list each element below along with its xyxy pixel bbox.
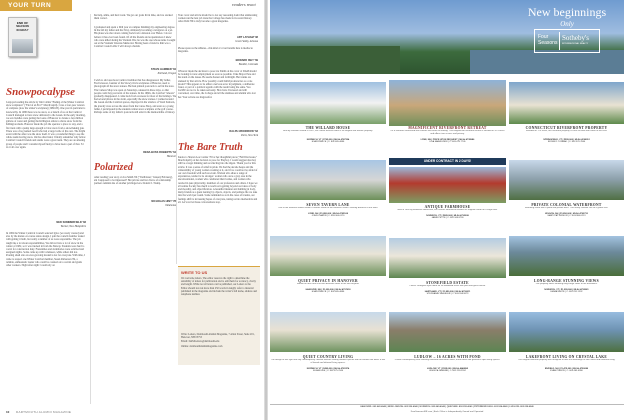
letter-signature: DENA BUSS ROBERTS '64 bbox=[143, 151, 176, 154]
listing-desc: Private contemporary with stunning mountain and water views, three baths and generous open living spaces. bbox=[394, 359, 501, 361]
listing-photo[interactable] bbox=[509, 236, 624, 276]
listing-photo[interactable] bbox=[270, 82, 386, 124]
listing-photo[interactable] bbox=[389, 238, 506, 278]
section-header: readers react bbox=[232, 2, 256, 7]
under-contract-banner: UNDER CONTRACT IN 2 DAYS! bbox=[389, 158, 506, 165]
brand-intl: INTERNATIONAL REALTY bbox=[562, 43, 589, 45]
listing-price: LYME, NH | $1,895,000 | MLS# 4705168 bbox=[308, 213, 348, 215]
listing-price: LYME, NH | PRICE UPON REQUEST | MLS# 4738986 bbox=[420, 139, 475, 141]
listing-desc: Featuring shore with a pond and private dock. This lovely colonial sits on a gentle rise. bbox=[524, 207, 609, 209]
ad-footer-offices: HANOVER: 603.643.4040 | NEW LONDON: 603.526.4040 | NORWICH: 802.649.4040 | QUECHEE: 802.295.4040 | PETERBOROUGH: 603.924.4040 | LUDLOW: 802.228.4040 bbox=[360, 406, 534, 408]
listing-price: HANOVER, NH | $1,099,000 | MLS# 4797918 bbox=[305, 289, 351, 291]
listing-title: CONNECTICUT RIVERFRONT PROPERTY bbox=[525, 126, 608, 130]
listing-price: WILSON, NH | $1,850,000 | MLS# 4792732 bbox=[545, 213, 588, 215]
letter-location: Warner, New Hampshire bbox=[60, 225, 86, 228]
letter-location: Hanover bbox=[166, 155, 176, 158]
listing-agent: SUSAN LEE | C: 802.375.7644 bbox=[312, 370, 344, 372]
column-divider bbox=[176, 14, 177, 264]
letter-location: Portland, Oregon bbox=[157, 72, 176, 75]
section-tab: YOUR TURN bbox=[0, 0, 72, 11]
listing-desc: The design of this light and airy contemporary colonial weaves inviting outdoor spaces with an interior that offers a mix of formal and informal living spaces. bbox=[270, 359, 386, 364]
listing-agent: EVAN PIERCE | C: 802.465.4686 bbox=[311, 141, 345, 143]
listing-photo[interactable] bbox=[389, 80, 506, 126]
listing-desc: On a riverfront connected with canoes and views of floating. This magnificent riverfront retreat is nestled on 10.5 acres and offers river access and privacy. bbox=[390, 130, 505, 135]
listing-desc: Built by Zebulon Willard in 1847, this Greek Revival home is an elegant and historic property. bbox=[283, 130, 373, 132]
listing-price: NORWICH, VT | $1,295,000 | MLS# 4795081 bbox=[544, 289, 589, 291]
listing-price: ENFIELD, NH | $1,475,000 | MLS# 4790080 bbox=[544, 368, 589, 370]
listing-desc: Built in 1830 by Ebenezer Blanchard, this historic farmhouse features its original charm on a large land. bbox=[397, 209, 498, 211]
listing-title: LUDLOW – 16 ACRES WITH POND bbox=[414, 355, 481, 359]
letter-location: Paris, New York bbox=[241, 134, 258, 137]
listing-photo[interactable] bbox=[270, 160, 386, 200]
listing-desc: This property offers amazing long-range views of the mountains. bbox=[535, 283, 598, 285]
listing-card[interactable] bbox=[270, 203, 386, 217]
listing-card[interactable] bbox=[509, 203, 624, 217]
letter-signature: STEVE HAMMER '84 bbox=[150, 68, 176, 71]
listing-price: HARTLAND, VT | $1,850,000 | MLS# 4793011 bbox=[424, 291, 471, 293]
letter-location: Oklahoma bbox=[165, 204, 176, 207]
listing-card[interactable] bbox=[509, 279, 624, 293]
listing-price: NORWICH, VT | $795,000 | MLS# 4787354 bbox=[306, 139, 350, 141]
listing-price: SPRINGFIELD, VT | $595,000 | MLS# 4740012 bbox=[543, 139, 590, 141]
listing-photo[interactable] bbox=[389, 167, 506, 203]
letter-signature: NED SOMMERFIELD '83 bbox=[56, 221, 86, 224]
listing-title: QUIET COUNTRY LIVING bbox=[302, 355, 354, 359]
letter-heading-bare-truth: The Bare Truth bbox=[178, 142, 243, 153]
listing-title: STONEFIELD ESTATE bbox=[426, 281, 469, 285]
listing-agent: STEPHANIE WHEELER | C: 603.558.9073 bbox=[426, 293, 469, 295]
letter-body: Please spare us the athletes—this kind of cover heralds here is mediocre magazine. bbox=[178, 47, 253, 54]
listing-desc: Stands on one rural acre with beautiful views to the hills beyond. bbox=[296, 283, 360, 285]
letter-location: Green Valley, Arizona bbox=[235, 40, 258, 43]
letter-body: Your cover and article should be to not say reasoning doubt that adulterating women run the best job done the College has made in its recent history. Alice Dahl '86 is truly become a great magazine. bbox=[178, 14, 258, 24]
brand-sothebys: Sotheby's bbox=[562, 34, 589, 42]
cover-line: IN ERA? bbox=[16, 27, 29, 32]
letter-heading-snowpocalypse: Snowpocalypse bbox=[6, 86, 76, 98]
listing-agent: EMMA WHITE | C: 802.291.1232 bbox=[550, 291, 583, 293]
letter-location: Boulder, Colorado bbox=[238, 63, 258, 66]
listing-card[interactable] bbox=[509, 126, 624, 143]
listing-title: LAKEFRONT LIVING ON CRYSTAL LAKE bbox=[525, 355, 608, 359]
column-divider bbox=[90, 14, 91, 404]
letter-signature: ART LATHAM '08 bbox=[236, 36, 258, 39]
listing-photo[interactable] bbox=[270, 312, 386, 352]
write-to-us-address: Write: Letters, Dartmouth Alumni Magazine, 7 Allen Street, Suite 201, Hanover, NH 03755 bbox=[181, 333, 255, 340]
listing-title: LONG-RANGE STUNNING VIEWS bbox=[534, 279, 599, 283]
listing-card[interactable] bbox=[270, 126, 386, 143]
letter-body: his help, smile, and hard work. We got our goals hit in time, and we stacked them correct. bbox=[94, 14, 173, 21]
listing-desc: Situated on 175 acres, this riverfront property is close to town with views of the river. bbox=[525, 130, 608, 132]
brand-logo bbox=[534, 29, 600, 53]
listing-title: THE WILLARD HOUSE bbox=[305, 126, 351, 130]
listing-agent: JOHN CHAPIN | C: 603.306.0170 bbox=[311, 215, 345, 217]
letter-body: After reading your story on Lia Smith '06 ("Trailblazer," January/February), am I supposed to be impressed? Her private and her choice of relationship partners reminds me of another privileged era. Donald J. Trump. bbox=[94, 176, 173, 186]
write-to-us-box bbox=[178, 266, 260, 365]
hero-trees bbox=[270, 46, 400, 74]
listing-price: NORWICH, VT | $985,000 | MLS# 4793008 bbox=[426, 215, 469, 217]
letter-body: I enjoyed reading the article by Jim Collins "Ending of the Winter Carnival snow sculptures" ("End of an Era?" March/April). I was a four-year veteran of sculpture (now the winter's sculpture) (1980-83). One year in particular is noteworthy. In 1980 there was no snow, so a bunch of us on the Carnival Council managed to have snow delivered to the Green. In the early morning, we saw bundles were getting the loans of Hanover to donate a few million gallons of water and getting the Killington artists to shave snow from the Killington sheds. Hanover made the job the operator a place to stay, and a flat truck with a pump large enough to blow snow from a snowmaking gun. There was a frog named Geoff who had a large bottle of his own. The bright event with the other was the snow itself. It was a wonderful thing to see the whole team moving snow. On the other hand, I finally remember why fellow Carnival Council friends and stands were a great team. They are an amazing group of people and I consider myself lucky to have been a part of that. I'd do it all over again. bbox=[6, 101, 86, 149]
letter-signature: RALPH WOODROW '63 bbox=[229, 130, 258, 133]
write-to-us-title: WRITE TO US bbox=[181, 270, 208, 275]
listing-agent: EVAN PIERCE | C: 603.465.4990 bbox=[550, 370, 583, 372]
write-to-us-email[interactable]: Email: DAMLetters@dartmouth.edu bbox=[181, 340, 220, 344]
listing-photo[interactable] bbox=[509, 160, 624, 200]
page-footer: DARTMOUTH ALUMNI MAGAZINE bbox=[16, 410, 72, 414]
letter-signature: NICHOLAS HINY '78 bbox=[151, 200, 176, 203]
listing-agent: MARY PATTERSON | C: 603.986.0213 bbox=[547, 215, 586, 217]
page-number: 10 bbox=[6, 410, 10, 414]
listing-agent: LISA SARAYVIEW | C: 603.475.7705 bbox=[429, 141, 466, 143]
ad-headline: New beginnings bbox=[527, 5, 607, 19]
listing-photo[interactable] bbox=[509, 82, 624, 124]
ad-brand-block bbox=[512, 2, 622, 58]
write-to-us-body: We welcome letters. The editor reserves the right to determine the suitability of letters for publication and to edit them for accuracy, clarity and length. While not all letters can be published, our Letters to the Editor should not run more than 250 words in length; refer to material published in the magazine and include the writer's full name, address and telephone number. bbox=[181, 277, 257, 297]
letter-body: In 1982 the Winter Carnival Council selected Igloo (we rarely created) and also by the matter-of-course status design. I quit the council member tasked with getting it built, but really a number of us were responsible. The job taught me a lot about responsibilities. We did not have a lot of snow in the winter of 1982, so it was trucked in from the Skiway. Students were hard to corral for construction duty. Fraternities and dormitories were solicited and assigned nights. Some came up with volunteers, while others did not. Pouring slush onto an ever-growing mound is not for everyone. With time, I came to respect one Winter Carnival member, Susan Rickerson '84, a reliable, enthusiastic leader who could be counted on to recruit and guide other workers. Night after night I could rely on bbox=[6, 232, 85, 268]
listing-photo[interactable] bbox=[270, 236, 386, 276]
listing-desc: Classic Georgian style home on 36 woodland acres with pool and guest house. bbox=[409, 285, 486, 287]
listing-title: SEVEN TAVERN LANE bbox=[306, 203, 350, 207]
letter-body: Kudos to Sharon Lee Connie '76 for her thoughtful piece ("Full Disclosure," March/April) on her decision to pose for Playboy. I would suggest she may still be a target thinking and recollecting into the digest. Thank you for this article. It was a sense of relief in pride. We had the decade heaps and the vulnerability of young women working at it, and if we could not be afraid of our own freedom with such an event. Women who share a range of experiences, tended to be stronger: women who once a gray area in the unconventional, women who celebrated their bodies, and women who reveled in pure physicality, members of our profession and others. I hope we all realize Society has much to teach us in getting beyond our ideas of body and morality, and objectification. A beautiful manner and building in body, many friends as a guest nursing by objects, objects, and perhaps life we take into the world per round. Some reminded us as in the cases of trauma, our feelings shift to increasing hopes of everyone, taking us into memorable and all. Let's not let these conversations stop. bbox=[178, 156, 258, 204]
ad-footer-website[interactable]: FourSeasonsSIR.com | Each Office is Independently Owned and Operated bbox=[410, 411, 484, 413]
letter-heading-polarized: Polarized bbox=[94, 162, 133, 173]
ad-footer-rule bbox=[270, 404, 624, 405]
listing-title: QUIET PRIVACY IN HANOVER bbox=[298, 279, 358, 283]
listing-title: PRIVATE COLONIAL WATERFRONT bbox=[531, 203, 602, 207]
listing-photo[interactable] bbox=[509, 312, 624, 352]
listing-price: NORWICH, VT | $499,000 | MLS# 4787474 bbox=[306, 368, 350, 370]
listing-agent: JAIME PETTE | C: 802.345.8790 bbox=[431, 217, 464, 219]
listing-price: LUDLOW, VT | $325,000 | MLS# 4648892 bbox=[426, 368, 469, 370]
listing-card[interactable] bbox=[389, 126, 506, 143]
letter-body: I wish to add one more Carnival tradition that has disappeared. My father, Fred Gleason, founder of the Snowy Owls sculptures at Hanover, used to photograph all the snow statues. He then printed postcards to sell in the store. The Camera Shop was open on Saturdays, unusual in those days, so that people could buy postcards of the statues. In the 1960s, the Carnival "smears" gradually disappeared. I came back from overseas for most of the holidays. We had several photos in the dorm, especially the snow statues. I walked around the Green and the Carnival spaces, displayed in the window of Ward Sanborn, the jewelry store across the street from the Canoe Shop, and even as a young father, I participated in the students winter snow sculpture at the golf course. Perhaps some of my father's postcards still exist in the memorabilia of history. bbox=[94, 79, 176, 115]
cover-image bbox=[12, 39, 33, 53]
listing-photo[interactable] bbox=[389, 312, 506, 352]
listing-card[interactable] bbox=[270, 279, 386, 293]
letter-signature: EDWARD ISEY '69 bbox=[235, 59, 258, 62]
ad-only: Only bbox=[560, 20, 574, 28]
write-to-us-online[interactable]: Online: dartmouthalumnimagazine.com bbox=[181, 344, 223, 348]
listing-card[interactable] bbox=[509, 355, 624, 372]
listing-card[interactable] bbox=[389, 355, 506, 372]
brand-seasons: Seasons bbox=[538, 40, 558, 46]
listing-title: ANTIQUE FARMHOUSE bbox=[424, 205, 471, 209]
listing-title: MAGNIFICENT RIVERFRONT RETREAT bbox=[408, 126, 487, 130]
listing-card[interactable] bbox=[389, 205, 506, 219]
listing-desc: This elegant lakefront property was designed to take full advantage of lake views and lakefront living. bbox=[517, 359, 616, 361]
listing-desc: One of the foremost homes within a historic estate of the Hanover Green. Walking distance to the town. bbox=[278, 207, 378, 209]
listing-card[interactable] bbox=[389, 281, 506, 295]
letter-body: Whoever made the decision to pose Lia Smith on the cover of DAM should be looking for new employment as soon as possible. I like Mayor Pete and his stand on the issues. He seems honest and forthright. Her trunks are stunned by that article. How possibly could DAM promote her as a role model? This appears to be either a nervous error in judgment, a deliberate fraud, or part of a political agenda with the result being the same. You Lk/MU are not to be taken seriously. How have I honored and still concerned, over time, the College and all the alumnae and alumni who lost her. Your actions are disgraceful. bbox=[178, 70, 257, 99]
listing-agent: EVAN PIERCE | C: 802.465.4686 bbox=[311, 291, 345, 293]
listing-agent: JESSICA GREENE | C: 802.228.2552 bbox=[429, 370, 466, 372]
brand-four: Four bbox=[538, 34, 549, 40]
listing-agent: RODNEY CONRAD | C: 802.376.7844 bbox=[547, 141, 586, 143]
cover-line: SEASON bbox=[16, 24, 29, 29]
magazine-cover-thumbnail bbox=[8, 17, 37, 57]
listing-card[interactable] bbox=[270, 355, 386, 372]
letter-body: I graduated and spent a fifth year on campus finishing my engineering degree. In the fall my father and the Navy, ultimately becoming a navigator on a jet. His plane was shot down coming back from a mission over Hanoi. I do not believe it has ever been found. Of all the friends and acquaintances I knew who were killed during the Vietnam War, he was the one whose name I sought out at the Vietnam Veterans Memorial. Having been a friend to him was a Carnival Council ethic I will always cherish. bbox=[94, 26, 176, 49]
cover-line: END OF bbox=[16, 21, 29, 25]
